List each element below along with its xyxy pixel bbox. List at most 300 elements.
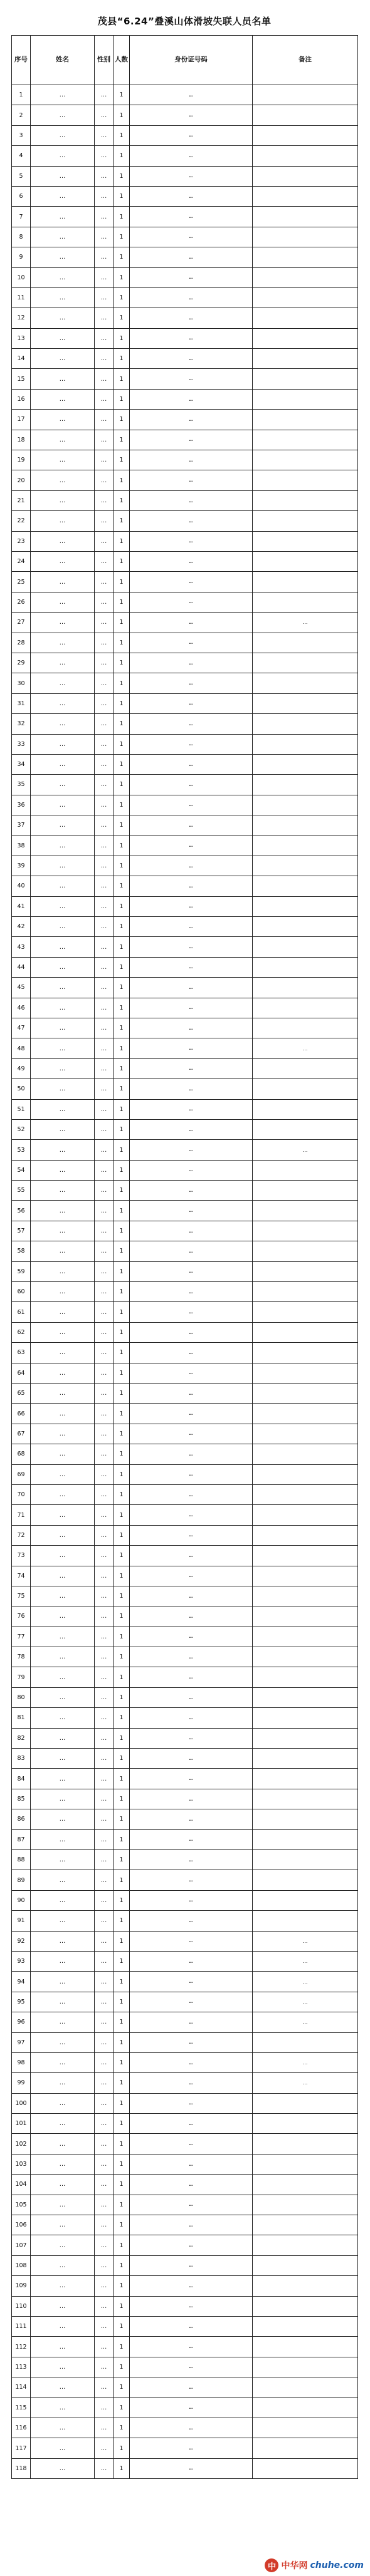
cell-count: 1 [114, 1789, 130, 1809]
cell-number: 79 [12, 1667, 31, 1687]
cell-number: 22 [12, 511, 31, 531]
cell-number: 83 [12, 1749, 31, 1769]
cell-id-number: … [130, 613, 253, 633]
cell-id-number: … [130, 653, 253, 673]
cell-id-number: … [130, 2195, 253, 2215]
table-row [12, 349, 358, 369]
cell-name: … [31, 1424, 95, 1444]
table-row [12, 775, 358, 795]
cell-name: … [31, 1708, 95, 1728]
table-row [12, 1769, 358, 1789]
cell-sex: … [95, 2377, 114, 2398]
cell-number: 14 [12, 349, 31, 369]
cell-name: … [31, 937, 95, 957]
cell-id-number: … [130, 1302, 253, 1322]
cell-id-number: … [130, 1749, 253, 1769]
cell-note [253, 2438, 358, 2458]
cell-sex: … [95, 105, 114, 125]
table-row [12, 166, 358, 186]
cell-note [253, 1241, 358, 1261]
cell-sex: … [95, 470, 114, 490]
table-row [12, 572, 358, 592]
cell-sex: … [95, 1647, 114, 1667]
cell-number: 73 [12, 1546, 31, 1566]
cell-count: 1 [114, 937, 130, 957]
cell-count: 1 [114, 1708, 130, 1728]
cell-sex: … [95, 1160, 114, 1180]
cell-count: 1 [114, 2458, 130, 2478]
cell-note [253, 551, 358, 571]
cell-name: … [31, 247, 95, 267]
cell-note [253, 1849, 358, 1870]
cell-sex: … [95, 1931, 114, 1951]
cell-sex: … [95, 1201, 114, 1221]
cell-name: … [31, 1789, 95, 1809]
watermark-text-en: chuhe.com [310, 2560, 364, 2570]
cell-sex: … [95, 1058, 114, 1079]
cell-note [253, 85, 358, 105]
cell-id-number: … [130, 1769, 253, 1789]
cell-id-number: … [130, 1647, 253, 1667]
cell-id-number: … [130, 125, 253, 145]
cell-note [253, 1911, 358, 1931]
cell-sex: … [95, 1687, 114, 1707]
table-row [12, 1363, 358, 1383]
cell-number: 38 [12, 835, 31, 856]
cell-number: 49 [12, 1058, 31, 1079]
cell-id-number: … [130, 1951, 253, 1971]
cell-number: 19 [12, 450, 31, 470]
cell-id-number: … [130, 1018, 253, 1038]
column-header-count: 人数 [114, 36, 130, 85]
cell-sex: … [95, 389, 114, 409]
cell-sex: … [95, 349, 114, 369]
cell-name: … [31, 1201, 95, 1221]
cell-id-number: … [130, 2235, 253, 2255]
cell-sex: … [95, 1829, 114, 1849]
cell-name: … [31, 1384, 95, 1404]
cell-number: 81 [12, 1708, 31, 1728]
cell-note [253, 267, 358, 287]
cell-name: … [31, 856, 95, 876]
cell-name: … [31, 1890, 95, 1910]
cell-note: … [253, 1951, 358, 1971]
cell-name: … [31, 2337, 95, 2357]
cell-sex: … [95, 572, 114, 592]
cell-sex: … [95, 835, 114, 856]
cell-id-number: … [130, 714, 253, 734]
cell-count: 1 [114, 1992, 130, 2012]
table-row [12, 511, 358, 531]
cell-sex: … [95, 247, 114, 267]
cell-id-number: … [130, 1484, 253, 1504]
cell-id-number: … [130, 105, 253, 125]
cell-id-number: … [130, 2073, 253, 2093]
table-row [12, 2052, 358, 2072]
cell-name: … [31, 1058, 95, 1079]
cell-sex: … [95, 227, 114, 247]
cell-note [253, 592, 358, 612]
table-row [12, 1484, 358, 1504]
table-row [12, 1302, 358, 1322]
cell-name: … [31, 2175, 95, 2195]
cell-sex: … [95, 856, 114, 876]
cell-count: 1 [114, 410, 130, 430]
cell-sex: … [95, 1789, 114, 1809]
cell-id-number: … [130, 1728, 253, 1748]
cell-number: 76 [12, 1606, 31, 1627]
cell-number: 64 [12, 1363, 31, 1383]
cell-name: … [31, 2398, 95, 2418]
cell-note: … [253, 1038, 358, 1058]
cell-sex: … [95, 1079, 114, 1099]
cell-name: … [31, 1809, 95, 1829]
cell-name: … [31, 308, 95, 328]
cell-id-number: … [130, 1972, 253, 1992]
cell-note [253, 2255, 358, 2275]
cell-sex: … [95, 2215, 114, 2235]
cell-number: 97 [12, 2032, 31, 2052]
cell-id-number: … [130, 551, 253, 571]
cell-count: 1 [114, 1464, 130, 1484]
cell-count: 1 [114, 186, 130, 206]
table-row [12, 856, 358, 876]
cell-sex: … [95, 1282, 114, 1302]
cell-name: … [31, 287, 95, 308]
cell-sex: … [95, 1769, 114, 1789]
table-row [12, 1708, 358, 1728]
cell-note [253, 1404, 358, 1424]
cell-name: … [31, 1627, 95, 1647]
table-row [12, 1647, 358, 1667]
table-row [12, 835, 358, 856]
cell-count: 1 [114, 1079, 130, 1099]
cell-name: … [31, 1221, 95, 1241]
cell-number: 82 [12, 1728, 31, 1748]
cell-sex: … [95, 1849, 114, 1870]
cell-sex: … [95, 1890, 114, 1910]
table-row [12, 2114, 358, 2134]
cell-note [253, 633, 358, 653]
cell-note [253, 1343, 358, 1363]
cell-id-number: … [130, 1789, 253, 1809]
cell-count: 1 [114, 1972, 130, 1992]
cell-sex: … [95, 531, 114, 551]
cell-note [253, 1221, 358, 1241]
cell-id-number: … [130, 186, 253, 206]
cell-sex: … [95, 734, 114, 754]
cell-number: 8 [12, 227, 31, 247]
table-row [12, 1018, 358, 1038]
cell-sex: … [95, 1749, 114, 1769]
cell-name: … [31, 835, 95, 856]
table-row [12, 1384, 358, 1404]
cell-name: … [31, 2215, 95, 2235]
table-row [12, 430, 358, 450]
cell-note [253, 2296, 358, 2316]
table-row [12, 2012, 358, 2032]
cell-name: … [31, 957, 95, 977]
table-row [12, 1789, 358, 1809]
cell-name: … [31, 2012, 95, 2032]
cell-id-number: … [130, 166, 253, 186]
cell-name: … [31, 531, 95, 551]
cell-count: 1 [114, 957, 130, 977]
cell-name: … [31, 613, 95, 633]
cell-number: 66 [12, 1404, 31, 1424]
cell-note [253, 308, 358, 328]
cell-id-number: … [130, 1444, 253, 1464]
cell-note [253, 166, 358, 186]
cell-sex: … [95, 1728, 114, 1748]
cell-name: … [31, 1728, 95, 1748]
cell-name: … [31, 1546, 95, 1566]
cell-sex: … [95, 815, 114, 835]
cell-id-number: … [130, 2377, 253, 2398]
cell-count: 1 [114, 1119, 130, 1139]
cell-name: … [31, 2195, 95, 2215]
cell-id-number: … [130, 1809, 253, 1829]
cell-note [253, 896, 358, 916]
table-row [12, 2458, 358, 2478]
cell-number: 98 [12, 2052, 31, 2072]
cell-note [253, 1525, 358, 1545]
table-row [12, 734, 358, 754]
cell-count: 1 [114, 1404, 130, 1424]
cell-count: 1 [114, 125, 130, 145]
table-row [12, 2154, 358, 2174]
cell-number: 75 [12, 1586, 31, 1606]
cell-note [253, 125, 358, 145]
cell-note [253, 1160, 358, 1180]
table-row [12, 470, 358, 490]
cell-name: … [31, 2052, 95, 2072]
cell-id-number: … [130, 896, 253, 916]
cell-name: … [31, 1972, 95, 1992]
cell-note [253, 1424, 358, 1444]
cell-name: … [31, 815, 95, 835]
cell-count: 1 [114, 369, 130, 389]
cell-count: 1 [114, 2235, 130, 2255]
cell-sex: … [95, 2276, 114, 2296]
cell-number: 32 [12, 714, 31, 734]
cell-number: 114 [12, 2377, 31, 2398]
column-header-name: 姓名 [31, 36, 95, 85]
cell-sex: … [95, 795, 114, 815]
cell-number: 69 [12, 1464, 31, 1484]
cell-number: 108 [12, 2255, 31, 2275]
cell-count: 1 [114, 531, 130, 551]
column-header-number: 序号 [12, 36, 31, 85]
cell-sex: … [95, 754, 114, 774]
cell-sex: … [95, 430, 114, 450]
cell-id-number: … [130, 2032, 253, 2052]
cell-note [253, 1058, 358, 1079]
cell-sex: … [95, 450, 114, 470]
cell-id-number: … [130, 2296, 253, 2316]
cell-note [253, 227, 358, 247]
cell-count: 1 [114, 490, 130, 510]
cell-id-number: … [130, 1404, 253, 1424]
cell-note [253, 1728, 358, 1748]
cell-number: 111 [12, 2316, 31, 2336]
cell-id-number: … [130, 287, 253, 308]
cell-id-number: … [130, 2154, 253, 2174]
cell-id-number: … [130, 349, 253, 369]
cell-count: 1 [114, 2073, 130, 2093]
cell-id-number: … [130, 1038, 253, 1058]
cell-count: 1 [114, 1849, 130, 1870]
table-row [12, 267, 358, 287]
cell-name: … [31, 1829, 95, 1849]
cell-sex: … [95, 1384, 114, 1404]
cell-count: 1 [114, 2276, 130, 2296]
cell-note [253, 917, 358, 937]
cell-count: 1 [114, 978, 130, 998]
cell-number: 2 [12, 105, 31, 125]
cell-name: … [31, 592, 95, 612]
cell-name: … [31, 267, 95, 287]
cell-id-number: … [130, 490, 253, 510]
table-row [12, 410, 358, 430]
cell-note [253, 247, 358, 267]
cell-id-number: … [130, 734, 253, 754]
cell-id-number: … [130, 673, 253, 693]
cell-sex: … [95, 2032, 114, 2052]
cell-note [253, 1647, 358, 1667]
table-row [12, 369, 358, 389]
cell-note [253, 714, 358, 734]
cell-note: … [253, 613, 358, 633]
cell-note [253, 572, 358, 592]
cell-sex: … [95, 2438, 114, 2458]
cell-count: 1 [114, 1606, 130, 1627]
cell-name: … [31, 369, 95, 389]
table-row [12, 1221, 358, 1241]
cell-count: 1 [114, 2195, 130, 2215]
cell-count: 1 [114, 1749, 130, 1769]
cell-count: 1 [114, 775, 130, 795]
cell-id-number: … [130, 2215, 253, 2235]
table-row [12, 389, 358, 409]
table-row [12, 247, 358, 267]
cell-count: 1 [114, 2114, 130, 2134]
cell-count: 1 [114, 734, 130, 754]
cell-number: 86 [12, 1809, 31, 1829]
cell-count: 1 [114, 146, 130, 166]
cell-count: 1 [114, 917, 130, 937]
cell-id-number: … [130, 1586, 253, 1606]
cell-name: … [31, 917, 95, 937]
cell-number: 94 [12, 1972, 31, 1992]
cell-sex: … [95, 1343, 114, 1363]
cell-count: 1 [114, 1261, 130, 1281]
table-row [12, 693, 358, 713]
table-row [12, 1627, 358, 1647]
cell-name: … [31, 490, 95, 510]
cell-name: … [31, 186, 95, 206]
cell-name: … [31, 1749, 95, 1769]
cell-name: … [31, 1667, 95, 1687]
cell-number: 25 [12, 572, 31, 592]
table-row [12, 1444, 358, 1464]
cell-id-number: … [130, 2134, 253, 2154]
cell-sex: … [95, 186, 114, 206]
cell-sex: … [95, 1322, 114, 1342]
cell-number: 112 [12, 2337, 31, 2357]
cell-number: 42 [12, 917, 31, 937]
cell-number: 55 [12, 1181, 31, 1201]
cell-count: 1 [114, 511, 130, 531]
cell-id-number: … [130, 856, 253, 876]
cell-id-number: … [130, 1079, 253, 1099]
cell-note [253, 186, 358, 206]
cell-count: 1 [114, 2175, 130, 2195]
cell-number: 99 [12, 2073, 31, 2093]
table-row [12, 146, 358, 166]
cell-count: 1 [114, 714, 130, 734]
cell-sex: … [95, 653, 114, 673]
table-row [12, 227, 358, 247]
cell-name: … [31, 146, 95, 166]
table-row [12, 1546, 358, 1566]
cell-sex: … [95, 328, 114, 348]
cell-note [253, 775, 358, 795]
cell-number: 116 [12, 2418, 31, 2438]
table-row [12, 1424, 358, 1444]
cell-id-number: … [130, 267, 253, 287]
cell-number: 101 [12, 2114, 31, 2134]
cell-note [253, 653, 358, 673]
cell-name: … [31, 714, 95, 734]
cell-sex: … [95, 166, 114, 186]
cell-number: 18 [12, 430, 31, 450]
cell-count: 1 [114, 1586, 130, 1606]
cell-sex: … [95, 896, 114, 916]
cell-note [253, 998, 358, 1018]
cell-sex: … [95, 2296, 114, 2316]
cell-id-number: … [130, 328, 253, 348]
cell-count: 1 [114, 470, 130, 490]
cell-id-number: … [130, 1384, 253, 1404]
cell-sex: … [95, 714, 114, 734]
cell-note [253, 693, 358, 713]
cell-number: 78 [12, 1647, 31, 1667]
cell-note [253, 1079, 358, 1099]
cell-name: … [31, 1119, 95, 1139]
cell-number: 61 [12, 1302, 31, 1322]
cell-name: … [31, 876, 95, 896]
cell-note [253, 2175, 358, 2195]
cell-count: 1 [114, 1343, 130, 1363]
cell-number: 39 [12, 856, 31, 876]
table-row [12, 917, 358, 937]
cell-id-number: … [130, 2418, 253, 2438]
cell-sex: … [95, 1708, 114, 1728]
cell-id-number: … [130, 2114, 253, 2134]
cell-id-number: … [130, 1911, 253, 1931]
cell-name: … [31, 1241, 95, 1261]
table-row [12, 2316, 358, 2336]
cell-count: 1 [114, 551, 130, 571]
cell-number: 29 [12, 653, 31, 673]
cell-count: 1 [114, 450, 130, 470]
cell-note [253, 754, 358, 774]
cell-count: 1 [114, 2052, 130, 2072]
cell-sex: … [95, 1404, 114, 1424]
table-row [12, 2438, 358, 2458]
table-row [12, 1079, 358, 1099]
